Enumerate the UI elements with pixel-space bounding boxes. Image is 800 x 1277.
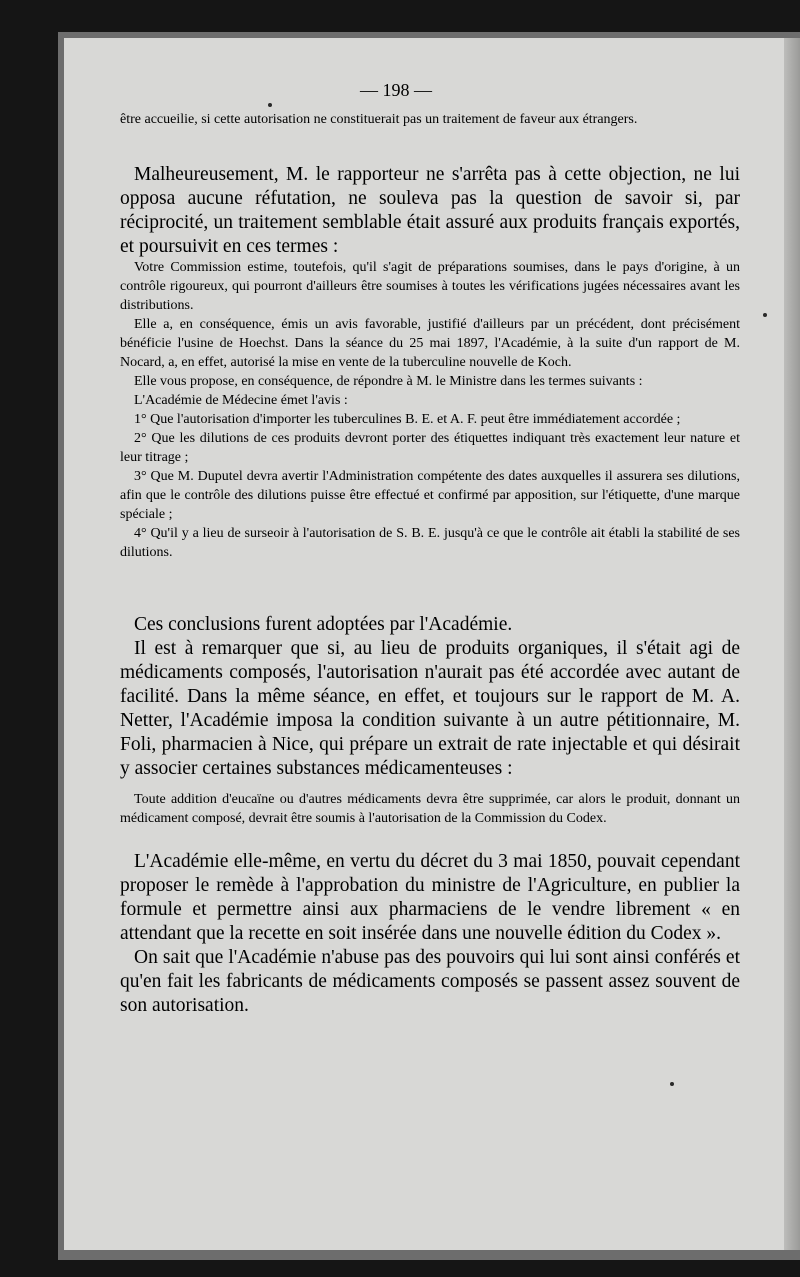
quote-commission <box>120 258 740 562</box>
paragraph-remark: Il est à remarquer que si, au lieu de produits organiques, il s'était agi de médicaments composés, l'autorisation n'aurait pas été accordée avec autant de facilité. Dans la même séance, en effet, et toujours sur le rapport de M. A. Netter, l'Académie imposa la condition suivante à un autre pétitionnaire, M. Foli, pharmacien à Nice, qui prépare un extrait de rate injectable et qui désirait y associer certaines substances médicamenteuses : <box>120 638 740 779</box>
print-speck <box>268 103 272 107</box>
quote-list-item: 3° Que M. Duputel devra avertir l'Administration compétente des dates auxquelles il assurera ses dilutions, afin que le contrôle des dilutions puisse être effectué et confirmé par apposition, sur l'étiquette, d'une marque spéciale ; <box>120 469 740 522</box>
quote-paragraph: Votre Commission estime, toutefois, qu'il s'agit de préparations soumises, dans le pays d'origine, à un contrôle rigoureux, qui pourront d'ailleurs être soumises à toutes les vérifications jugées nécessaires avant les distributions. <box>120 260 740 313</box>
intro-continuation: être accueilie, si cette autorisation ne constituerait pas un traitement de faveur aux étrangers. <box>120 112 638 127</box>
page-edge <box>784 38 800 1250</box>
quote-codex: Toute addition d'eucaïne ou d'autres médicaments devra être supprimée, car alors le produit, donnant un médicament composé, devrait être soumis à l'autorisation de la Commission du Codex. <box>120 792 740 826</box>
quote-list-item: 1° Que l'autorisation d'importer les tuberculines B. E. et A. F. peut être immédiatement accordée ; <box>134 412 681 427</box>
print-speck <box>763 313 767 317</box>
quote-list-item: 2° Que les dilutions de ces produits devront porter des étiquettes indiquant très exactement leur nature et leur titrage ; <box>120 431 740 465</box>
conclusions-section <box>120 613 740 781</box>
paragraph-rapporteur: Malheureusement, M. le rapporteur ne s'arrêta pas à cette objection, ne lui opposa aucune réfutation, ne souleva pas la question de savoir si, par réciprocité, un traitement semblable était assuré aux produits français exportés, et poursuivit en ces termes : <box>120 164 740 257</box>
print-speck <box>670 1082 674 1086</box>
quote-paragraph: Elle vous propose, en conséquence, de répondre à M. le Ministre dans les termes suivants : <box>134 374 643 389</box>
quote-list-item: 4° Qu'il y a lieu de surseoir à l'autorisation de S. B. E. jusqu'à ce que le contrôle ait établi la stabilité de ses dilutions. <box>120 526 740 560</box>
quote-paragraph: Elle a, en conséquence, émis un avis favorable, justifié d'ailleurs par un précédent, dont précisément bénéficie l'usine de Hoechst. Dans la séance du 25 mai 1897, l'Académie, à la suite d'un rapport de M. Nocard, a, en effet, autorisé la mise en vente de la tuberculine nouvelle de Koch. <box>120 317 740 370</box>
paragraph-pouvoirs: On sait que l'Académie n'abuse pas des pouvoirs qui lui sont ainsi conférés et qu'en fait les fabricants de médicaments composés se passent assez souvent de son autorisation. <box>120 947 740 1016</box>
page-number: — 198 — <box>360 80 432 100</box>
quote-paragraph: L'Académie de Médecine émet l'avis : <box>134 393 348 408</box>
paragraph-academie-decree: L'Académie elle-même, en vertu du décret du 3 mai 1850, pouvait cependant proposer le remède à l'approbation du ministre de l'Agriculture, en publier la formule et permettre ainsi aux pharmaciens de le vendre librement « en attendant que la recette en soit insérée dans une nouvelle édition du Codex ». <box>120 851 740 944</box>
final-section <box>120 850 740 1018</box>
paragraph-conclusions: Ces conclusions furent adoptées par l'Académie. <box>134 614 513 635</box>
